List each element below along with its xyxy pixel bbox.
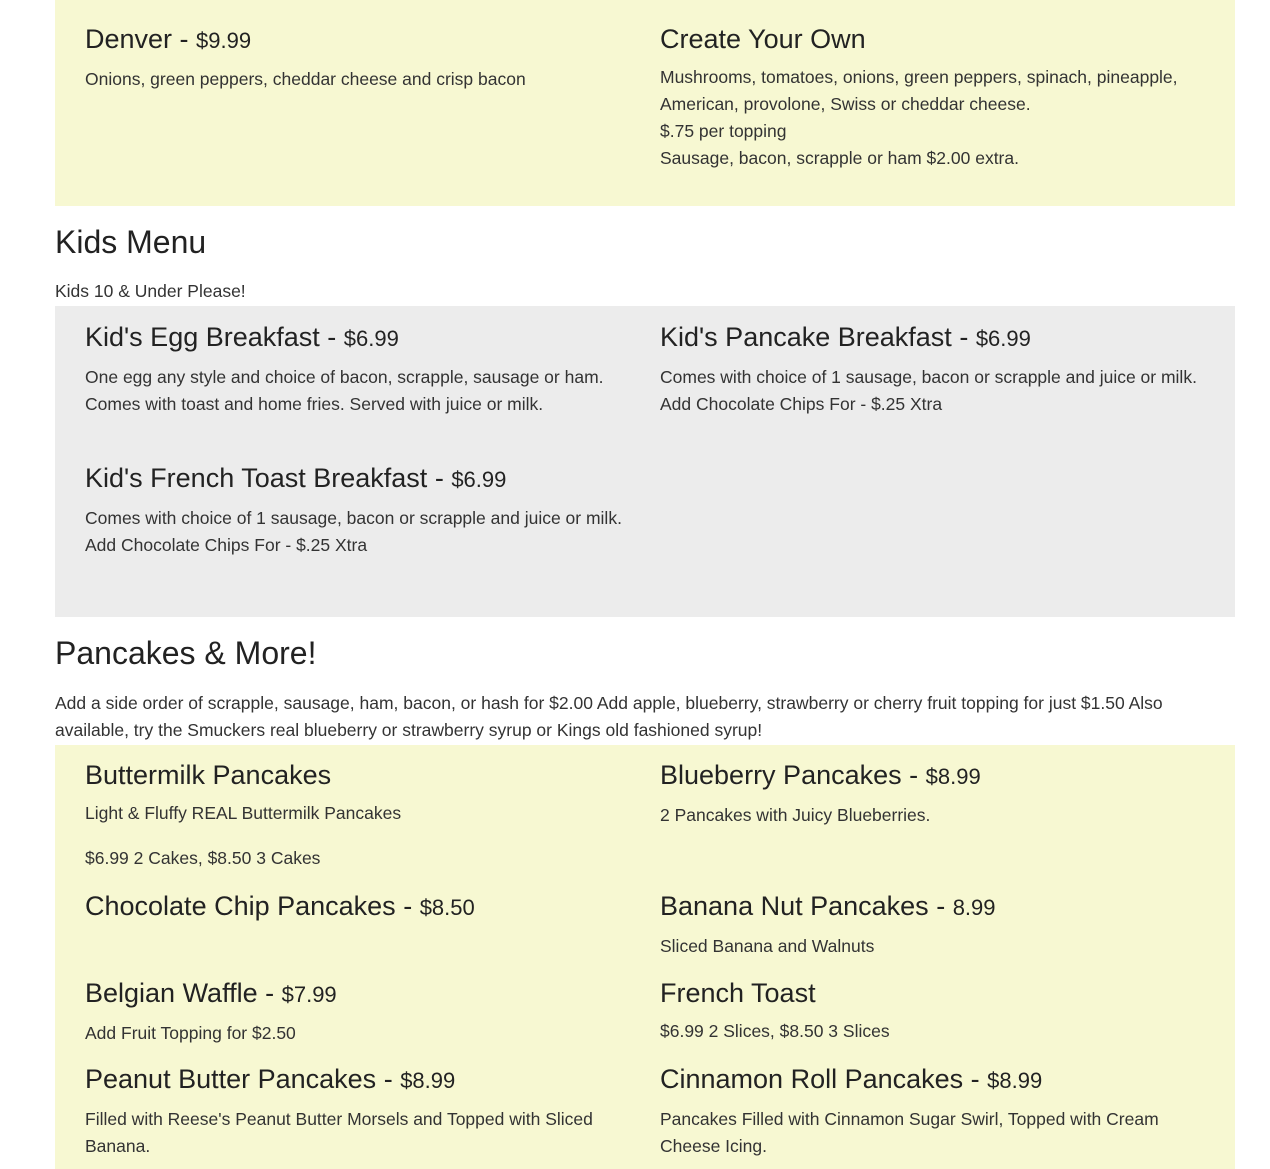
- item-description: Sausage, bacon, scrapple or ham $2.00 extra.: [660, 148, 1019, 168]
- menu-item-kids-egg-breakfast: [85, 320, 625, 418]
- menu-item-chocolate-chip-pancakes: [85, 889, 625, 925]
- item-name: Belgian Waffle: [85, 978, 258, 1008]
- item-price: $9.99: [196, 28, 252, 53]
- menu-item-title: Create Your Own: [660, 24, 866, 54]
- item-description: Add Fruit Topping for $2.50: [85, 1023, 296, 1043]
- pancakes-panel: [55, 745, 1235, 1169]
- item-name: Banana Nut Pancakes: [660, 891, 929, 921]
- menu-item-peanut-butter-pancakes: [85, 1062, 625, 1160]
- item-name: Kid's Pancake Breakfast: [660, 322, 952, 352]
- menu-item-title: [85, 22, 625, 58]
- menu-item-title: [85, 461, 625, 497]
- pancakes-heading: Pancakes & More!: [55, 635, 317, 671]
- item-sep: -: [376, 1064, 401, 1094]
- kids-menu-note: Kids 10 & Under Please!: [55, 281, 246, 301]
- menu-item-buttermilk-pancakes: [85, 758, 625, 872]
- item-name: Cinnamon Roll Pancakes: [660, 1064, 964, 1094]
- item-description: Filled with Reese's Peanut Butter Morsels and Topped with Sliced Banana.: [85, 1109, 593, 1156]
- item-description: Comes with choice of 1 sausage, bacon or scrapple and juice or milk.: [660, 367, 1197, 387]
- item-sep: -: [257, 978, 282, 1008]
- item-price: $6.99: [343, 326, 399, 351]
- item-price: $6.99: [975, 326, 1031, 351]
- menu-item-title: [660, 320, 1200, 356]
- item-description: One egg any style and choice of bacon, scrapple, sausage or ham. Comes with toast and home fries. Served with juice or milk.: [85, 367, 604, 414]
- item-name: Peanut Butter Pancakes: [85, 1064, 377, 1094]
- menu-item-kids-pancake-breakfast: [660, 320, 1200, 418]
- menu-item-french-toast: [660, 976, 1200, 1045]
- menu-item-title: [85, 320, 625, 356]
- menu-item-title: [660, 1062, 1200, 1098]
- menu-item-create-your-own: [660, 22, 1200, 172]
- item-name: Kid's Egg Breakfast: [85, 322, 320, 352]
- menu-item-blueberry-pancakes: [660, 758, 1200, 829]
- item-description: Comes with choice of 1 sausage, bacon or scrapple and juice or milk.: [85, 508, 622, 528]
- item-description: Pancakes Filled with Cinnamon Sugar Swirl, Topped with Cream Cheese Icing.: [660, 1109, 1159, 1156]
- item-sep: -: [901, 760, 926, 790]
- menu-item-banana-nut-pancakes: [660, 889, 1200, 960]
- item-description: Sliced Banana and Walnuts: [660, 936, 875, 956]
- item-description: Onions, green peppers, cheddar cheese and crisp bacon: [85, 69, 526, 89]
- item-sep: -: [963, 1064, 988, 1094]
- item-description: $6.99 2 Cakes, $8.50 3 Cakes: [85, 848, 321, 868]
- item-price: $8.50: [419, 895, 475, 920]
- item-sep: -: [395, 891, 420, 921]
- item-description: Add Chocolate Chips For - $.25 Xtra: [85, 535, 368, 555]
- pancakes-note: Add a side order of scrapple, sausage, ham, bacon, or hash for $2.00 Add apple, blueberry, strawberry or cherry fruit topping for just $1.50 Also available, try the Smuckers real blueberry or strawberry syrup or Kings old fashioned syrup!: [55, 693, 1163, 740]
- item-name: Kid's French Toast Breakfast: [85, 463, 428, 493]
- menu-item-title: [85, 889, 625, 925]
- item-description: Add Chocolate Chips For - $.25 Xtra: [660, 394, 943, 414]
- item-price: 8.99: [952, 895, 996, 920]
- menu-item-belgian-waffle: [85, 976, 625, 1047]
- menu-item-title: French Toast: [660, 978, 816, 1008]
- menu-item-denver: [85, 22, 625, 93]
- item-sep: -: [951, 322, 976, 352]
- item-description: $6.99 2 Slices, $8.50 3 Slices: [660, 1021, 890, 1041]
- item-sep: -: [319, 322, 344, 352]
- menu-item-title: [660, 889, 1200, 925]
- item-price: $8.99: [400, 1068, 456, 1093]
- omelettes-panel: [55, 0, 1235, 206]
- menu-item-title: [660, 758, 1200, 794]
- item-description: Light & Fluffy REAL Buttermilk Pancakes: [85, 803, 402, 823]
- item-price: $8.99: [987, 1068, 1043, 1093]
- item-price: $6.99: [451, 467, 507, 492]
- kids-menu-panel: [55, 306, 1235, 617]
- menu-item-cinnamon-roll-pancakes: [660, 1062, 1200, 1160]
- item-name: Chocolate Chip Pancakes: [85, 891, 396, 921]
- menu-item-title: [85, 1062, 625, 1098]
- item-price: $8.99: [925, 764, 981, 789]
- kids-menu-heading: Kids Menu: [55, 224, 207, 260]
- item-description: 2 Pancakes with Juicy Blueberries.: [660, 805, 931, 825]
- item-name: Denver: [85, 24, 173, 54]
- item-sep: -: [427, 463, 452, 493]
- item-price: $7.99: [281, 982, 337, 1007]
- item-name: Blueberry Pancakes: [660, 760, 902, 790]
- item-description: $.75 per topping: [660, 121, 787, 141]
- menu-item-kids-french-toast-breakfast: [85, 461, 625, 559]
- item-sep: -: [172, 24, 197, 54]
- item-sep: -: [928, 891, 953, 921]
- menu-item-title: [85, 976, 625, 1012]
- menu-item-title: Buttermilk Pancakes: [85, 760, 332, 790]
- item-description: Mushrooms, tomatoes, onions, green peppers, spinach, pineapple, American, provolone, Swiss or cheddar cheese.: [660, 67, 1178, 114]
